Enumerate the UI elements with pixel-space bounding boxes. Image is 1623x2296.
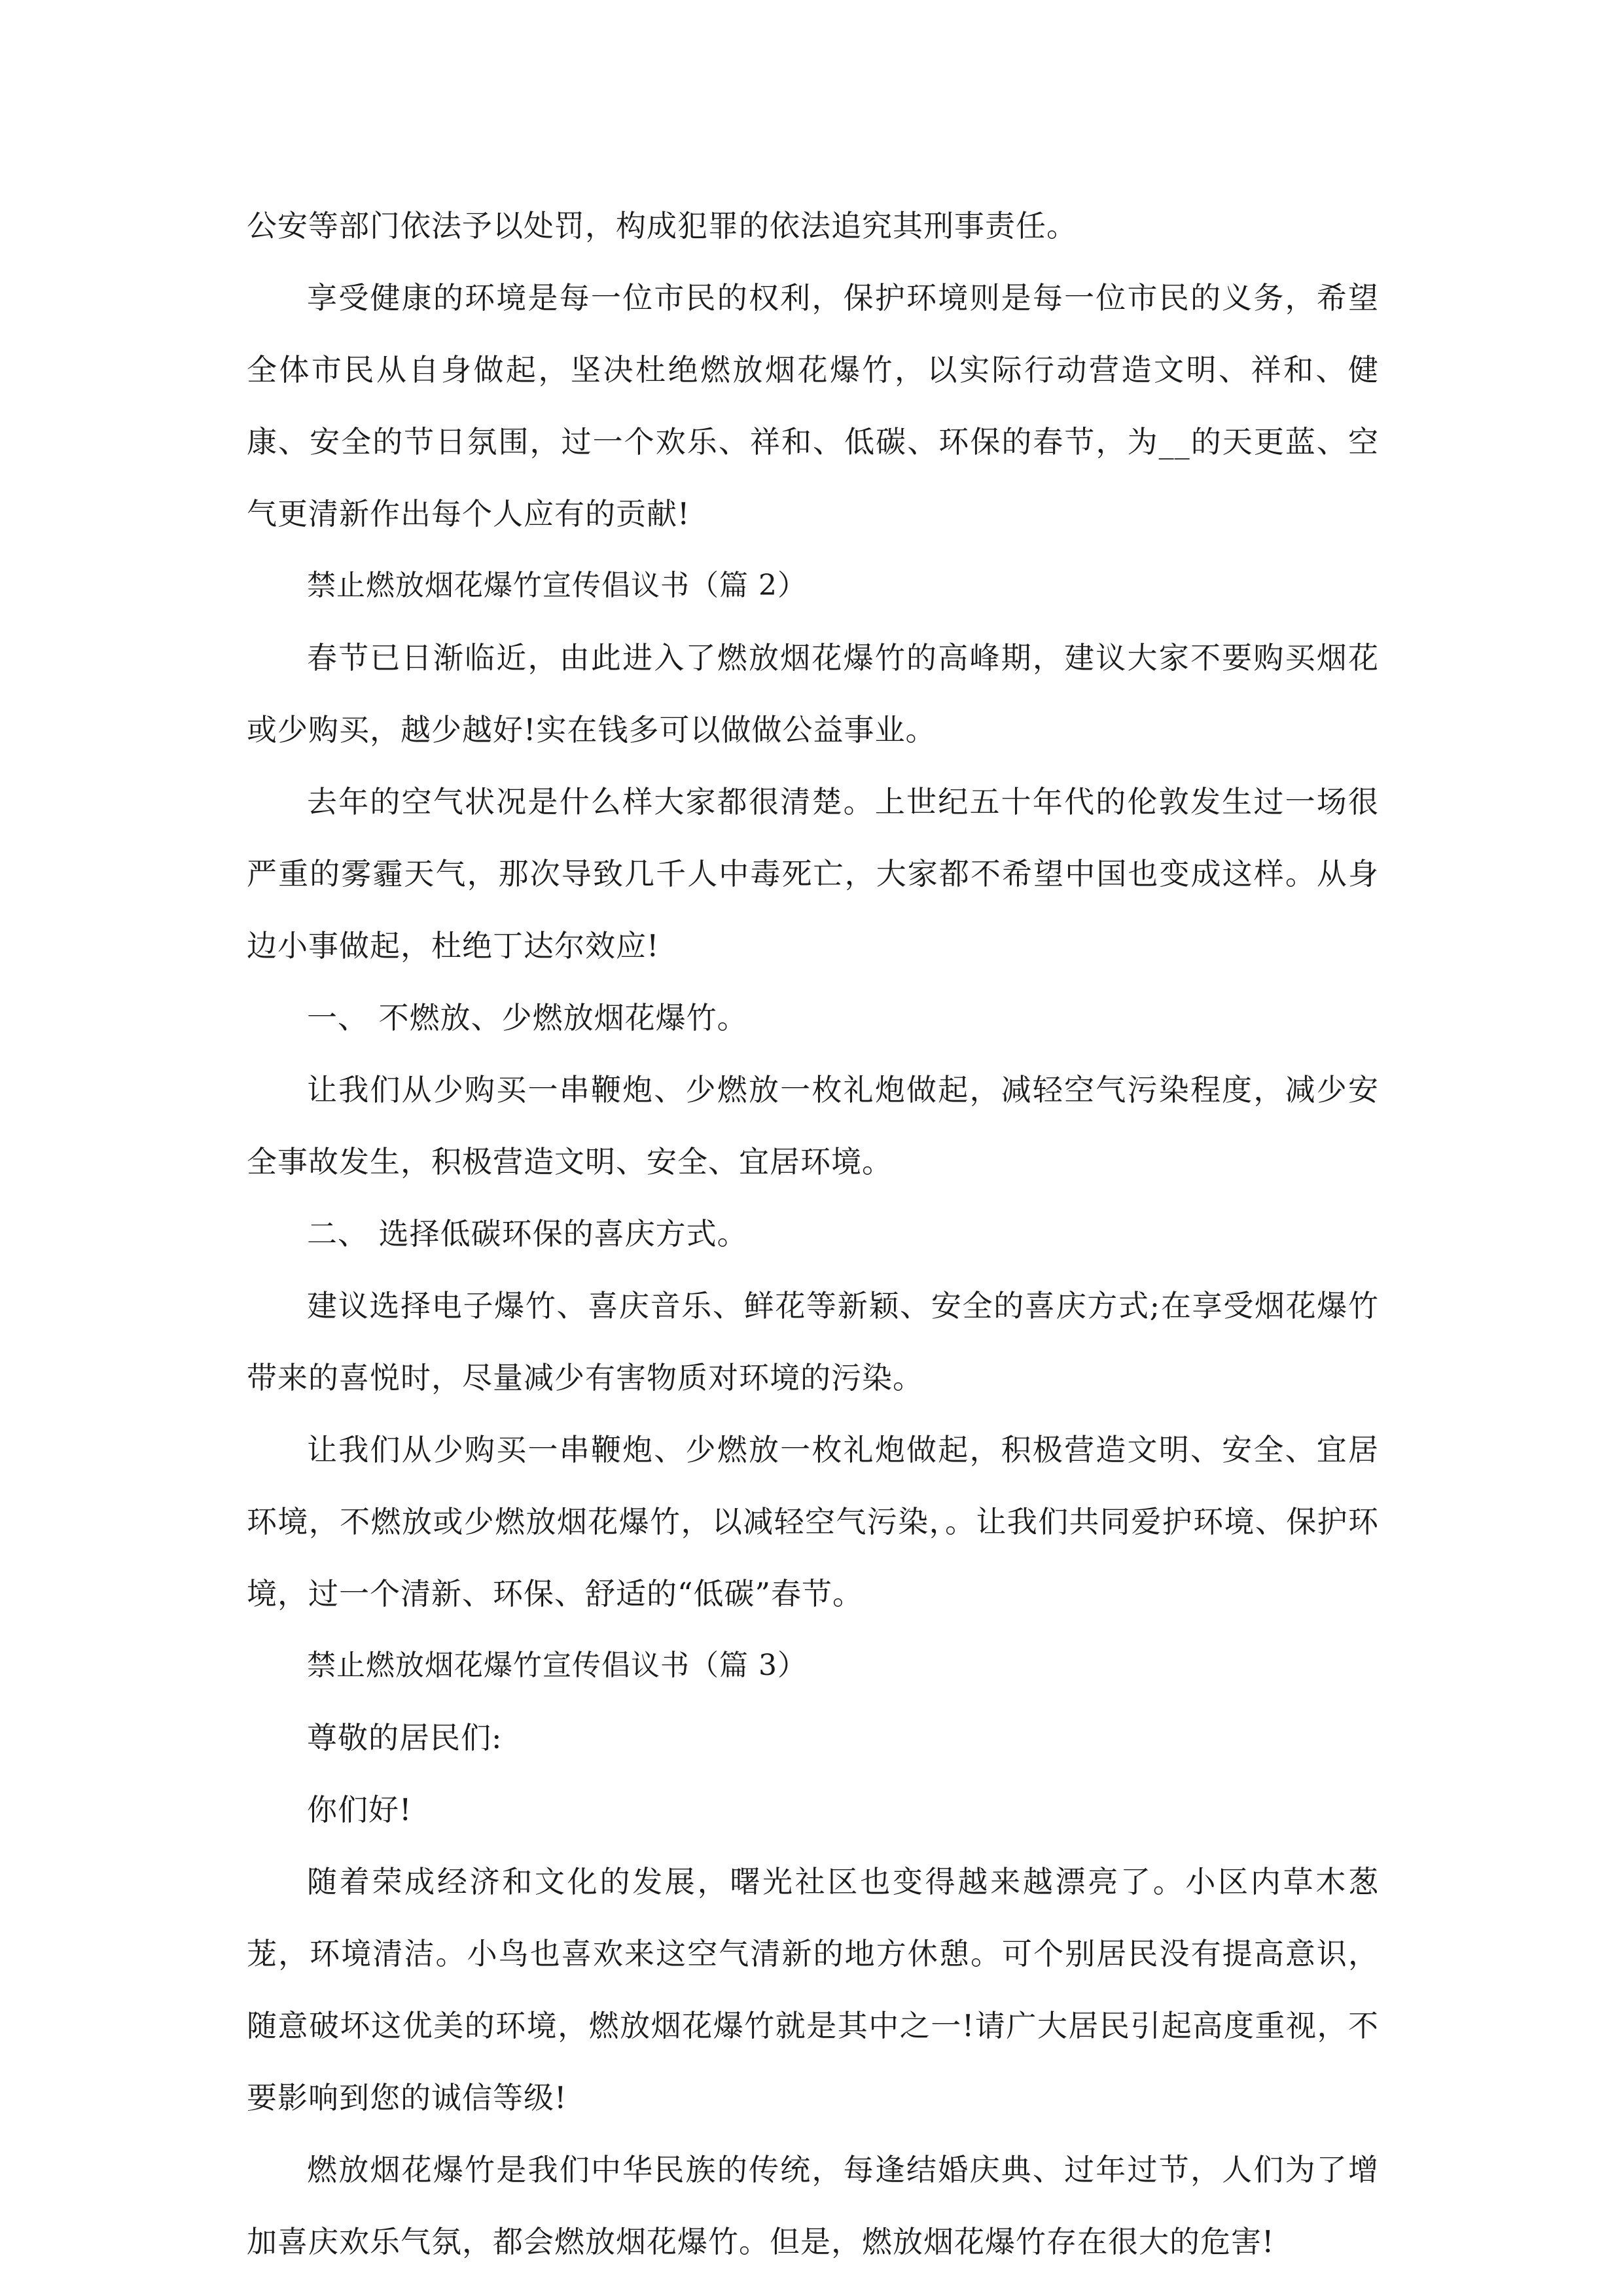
- paragraph-continuation: 公安等部门依法予以处罚，构成犯罪的依法追究其刑事责任。: [247, 208, 1077, 243]
- salutation: 尊敬的居民们:: [307, 1720, 503, 1755]
- document-body: [247, 190, 1379, 2278]
- paragraph: 建议选择电子爆竹、喜庆音乐、鲜花等新颖、安全的喜庆方式;在享受烟花爆竹带来的喜悦时，尽量减少有害物质对环境的污染。: [247, 1288, 1379, 1395]
- paragraph: 享受健康的环境是每一位市民的权利，保护环境则是每一位市民的义务，希望全体市民从自身做起，坚决杜绝燃放烟花爆竹，以实际行动营造文明、祥和、健康、安全的节日氛围，过一个欢乐、祥和、低碳、环保的春节，为__的天更蓝、空气更清新作出每个人应有的贡献!: [247, 280, 1379, 531]
- list-item: 一、 不燃放、少燃放烟花爆竹。: [307, 1000, 748, 1035]
- list-item: 二、 选择低碳环保的喜庆方式。: [307, 1216, 748, 1251]
- greeting: 你们好!: [307, 1792, 412, 1827]
- paragraph: 随着荣成经济和文化的发展，曙光社区也变得越来越漂亮了。小区内草木葱茏，环境清洁。小鸟也喜欢来这空气清新的地方休憩。可个别居民没有提高意识，随意破坏这优美的环境，燃放烟花爆竹就是其中之一!请广大居民引起高度重视，不要影响到您的诚信等级!: [247, 1864, 1379, 2115]
- paragraph: 让我们从少购买一串鞭炮、少燃放一枚礼炮做起，减轻空气污染程度，减少安全事故发生，积极营造文明、安全、宜居环境。: [247, 1072, 1379, 1179]
- section-heading: 禁止燃放烟花爆竹宣传倡议书（篇 3）: [307, 1649, 807, 1682]
- paragraph: 让我们从少购买一串鞭炮、少燃放一枚礼炮做起，积极营造文明、安全、宜居环境，不燃放或少燃放烟花爆竹，以减轻空气污染，。让我们共同爱护环境、保护环境，过一个清新、环保、舒适的“低碳”春节。: [247, 1432, 1379, 1611]
- paragraph: 燃放烟花爆竹是我们中华民族的传统，每逢结婚庆典、过年过节，人们为了增加喜庆欢乐气氛，都会燃放烟花爆竹。但是，燃放烟花爆竹存在很大的危害!: [247, 2152, 1379, 2259]
- paragraph: 春节已日渐临近，由此进入了燃放烟花爆竹的高峰期，建议大家不要购买烟花或少购买，越少越好!实在钱多可以做做公益事业。: [247, 640, 1379, 747]
- paragraph: 去年的空气状况是什么样大家都很清楚。上世纪五十年代的伦敦发生过一场很严重的雾霾天气，那次导致几千人中毒死亡，大家都不希望中国也变成这样。从身边小事做起，杜绝丁达尔效应!: [247, 784, 1379, 963]
- section-heading: 禁止燃放烟花爆竹宣传倡议书（篇 2）: [307, 569, 807, 602]
